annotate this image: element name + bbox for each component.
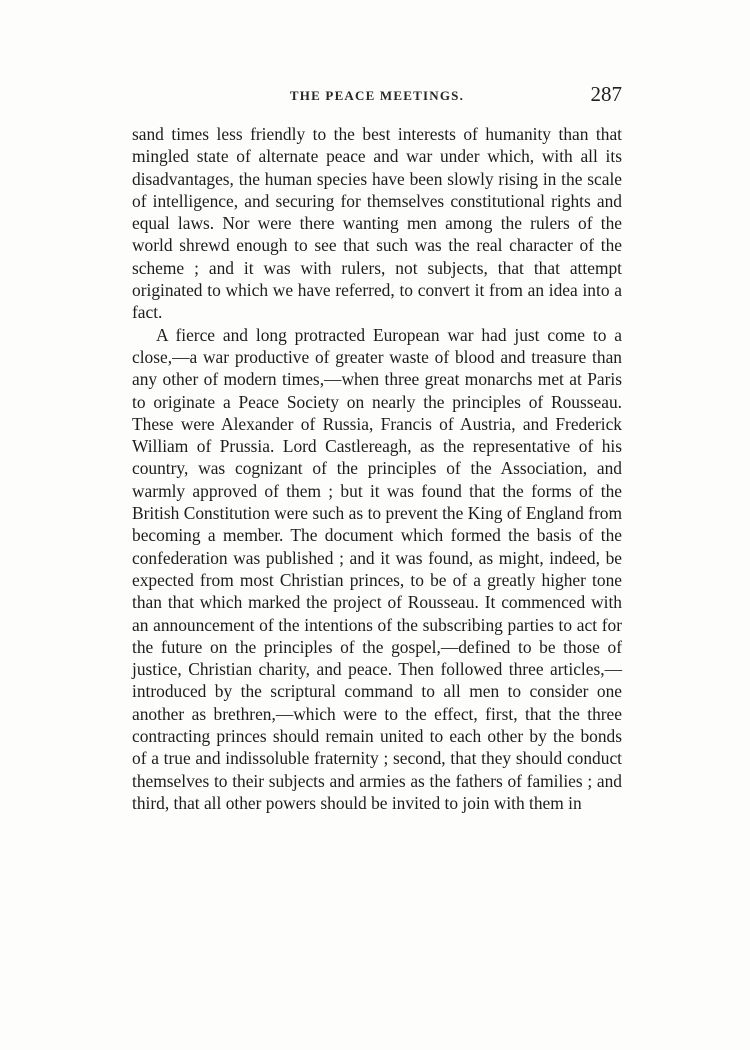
running-title: THE PEACE MEETINGS. xyxy=(289,88,465,103)
paragraph-holy-alliance: A fierce and long protracted European war had just come to a close,—a war productive of greater waste of blood and treasure than any other of modern times,—when three great monarchs met at Paris to originate a Peace Society on nearly the principles of Rousseau. These were Alexander of Russia, Francis of Austria, and Frederick William of Prussia. Lord Castlereagh, as the representative of his country, was cognizant of the principles of the Association, and warmly approved of them ; but it was found that the forms of the British Constitution were such as to prevent the King of England from becoming a member. The document which formed the basis of the confederation was published ; and it was found, as might, indeed, be expected from most Christian princes, to be of a greatly higher tone than that which marked the project of Rousseau. It commenced with an announcement of the intentions of the subscribing parties to act for the future on the principles of the gospel,—defined to be those of justice, Christian charity, and peace. Then followed three articles,—introduced by the scriptural command to all men to consider one another as brethren,—which were to the effect, first, that the three contracting princes should remain united to each other by the bonds of a true and indissoluble fraternity ; second, that they should conduct themselves to their subjects and armies as the fathers of families ; and third, that all other powers should be invited to join with them in xyxy=(132,324,622,813)
running-head xyxy=(132,82,622,108)
paragraph-continued: sand times less friendly to the best interests of humanity than that mingled state of alternate peace and war under which, with all its disadvantages, the human species have been slowly rising in the scale of intelligence, and securing for themselves constitutional rights and equal laws. Nor were there wanting men among the rulers of the world shrewd enough to see that such was the real character of the scheme ; and it was with rulers, not subjects, that that attempt originated to which we have referred, to convert it from an idea into a fact. xyxy=(132,124,622,323)
body-text xyxy=(132,123,622,814)
page-number: 287 xyxy=(590,82,622,106)
